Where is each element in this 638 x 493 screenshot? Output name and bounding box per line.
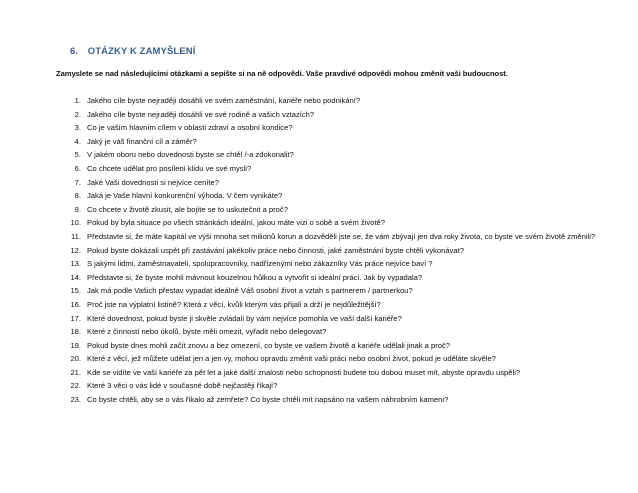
question-text: Které 3 věci o vás lidé v současné době nejčastěji říkají?	[87, 381, 278, 391]
question-item	[62, 352, 622, 366]
question-text: Proč jste na výplatní listině? Která z věcí, kvůli kterým vás přijali a drží je nejdůležitější?	[87, 299, 381, 309]
question-item	[62, 366, 622, 380]
question-number: 21.	[70, 367, 81, 377]
question-number: 4.	[74, 136, 81, 146]
question-item	[62, 108, 622, 122]
question-text: Pokud byste dokázali uspět při zastávání jakékoliv práce nebo činnosti, jaké zaměstnání byste chtěli vykonávat?	[87, 245, 464, 255]
question-text: Kde se vidíte ve vaší kariéře za pět let a jaké další znalosti nebo schopnosti budete tou dobou muset mít, abyste opravdu uspěli?	[87, 367, 521, 377]
question-number: 18.	[70, 327, 81, 337]
question-text: Pokud byste dnes mohli začít znovu a bez omezení, co byste ve vašem životě a kariéře udělali jinak a proč?	[87, 340, 451, 350]
question-text: Jaká je Vaše hlavní konkurenční výhoda. V čem vynikáte?	[87, 191, 283, 201]
question-item	[62, 216, 622, 230]
question-item	[62, 176, 622, 190]
question-number: 5.	[74, 150, 81, 160]
question-text: Pokud by byla situace po všech stránkách ideální, jakou máte vizi o sobě a svém životě?	[87, 218, 386, 228]
question-number: 20.	[70, 354, 81, 364]
question-text: Co byste chtěli, aby se o vás říkalo až zemřete? Co byste chtěli mít napsáno na vašem náhrobním kameni?	[87, 395, 449, 405]
question-text: Jak má podle Vašich přestav vypadat ideálně Váš osobní život a vztah s partnerem / partnerkou?	[87, 286, 413, 296]
question-item	[62, 393, 622, 407]
question-number: 1.	[74, 96, 81, 105]
question-text: Které z činností nebo úkolů, byste měli omezit, vyřadit nebo delegovat?	[87, 327, 327, 337]
question-item	[62, 325, 622, 339]
question-number: 3.	[74, 123, 81, 133]
section-heading	[70, 46, 195, 57]
question-number: 16.	[70, 299, 81, 309]
question-item	[62, 257, 622, 271]
question-number: 9.	[74, 204, 81, 214]
question-item	[62, 339, 622, 353]
question-item	[62, 379, 622, 393]
question-item	[62, 244, 622, 258]
question-text: Jaké Vaši dovednosti si nejvíce ceníte?	[87, 177, 219, 187]
question-item	[62, 148, 622, 162]
question-text: Co chcete v životě zkusit, ale bojíte se to uskutečnit a proč?	[87, 204, 288, 214]
question-number: 7.	[74, 177, 81, 187]
section-title: OTÁZKY K ZAMYŠLENÍ	[87, 46, 196, 57]
question-text: Jakého cíle byste nejraději dosáhli ve své rodině a vašich vztazích?	[87, 109, 315, 119]
question-number: 6.	[74, 163, 81, 173]
question-number: 8.	[74, 191, 81, 201]
intro-text: Zamyslete se nad následujícími otázkami a sepište si na ně odpovědi. Vaše pravdivé odpovědi mohou změnit vaši budoucnost.	[56, 69, 508, 78]
question-text: Které dovednost, pokud byste ji skvěle zvládali by vám nejvíce pomohla ve vaší další kariéře?	[87, 313, 402, 323]
question-item	[62, 298, 622, 312]
question-text: S jakými lidmi, zaměstnavateli, spolupracovníky, nadřízenými nebo zákazníky Vás práce nejvíce baví ?	[87, 259, 433, 269]
question-item	[62, 135, 622, 149]
question-text: Představte si, že byste mohli mávnout kouzelnou hůlkou a vytvořit si ideální práci. Jak by vypadala?	[87, 272, 423, 282]
question-item	[62, 94, 622, 108]
question-text: Co chcete udělat pro posílení klidu ve své mysli?	[87, 163, 252, 173]
question-number: 11.	[71, 231, 81, 241]
question-item	[62, 312, 622, 326]
question-item	[62, 271, 622, 285]
question-text: Které z věcí, jež můžete udělat jen a jen vy, mohou opravdu změnit vaši práci nebo osobní život, pokud je uděláte skvěle?	[87, 354, 496, 364]
question-text: Jakého cíle byste nejraději dosáhli ve svém zaměstnání, kariéře nebo podnikání?	[87, 96, 361, 105]
question-item	[62, 189, 622, 203]
question-item	[62, 162, 622, 176]
question-number: 13.	[70, 259, 81, 269]
question-number: 10.	[70, 218, 81, 228]
question-number: 17.	[70, 313, 81, 323]
question-number: 12.	[70, 245, 81, 255]
question-item	[62, 203, 622, 217]
question-number: 14.	[70, 272, 81, 282]
question-number: 19.	[70, 340, 81, 350]
section-number: 6.	[70, 46, 79, 57]
question-text: Co je vaším hlavním cílem v oblasti zdraví a osobní kondice?	[87, 123, 293, 133]
question-text: V jakém oboru nebo dovednosti byste se chtěl /-a zdokonalit?	[87, 150, 294, 160]
question-text: Jaký je váš finanční cíl a záměr?	[87, 136, 197, 146]
question-item	[62, 230, 622, 244]
question-item	[62, 121, 622, 135]
question-item	[62, 284, 622, 298]
question-number: 22.	[70, 381, 81, 391]
question-number: 15.	[70, 286, 81, 296]
question-text: Představte si, že máte kapitál ve výši mnoha set milionů korun a dozvěděli jste se, že vám zbývají jen dva roky života, co byste ve svém životě změnili?	[87, 231, 596, 241]
question-number: 23.	[70, 395, 81, 405]
question-number: 2.	[74, 109, 81, 119]
question-list	[62, 94, 622, 407]
